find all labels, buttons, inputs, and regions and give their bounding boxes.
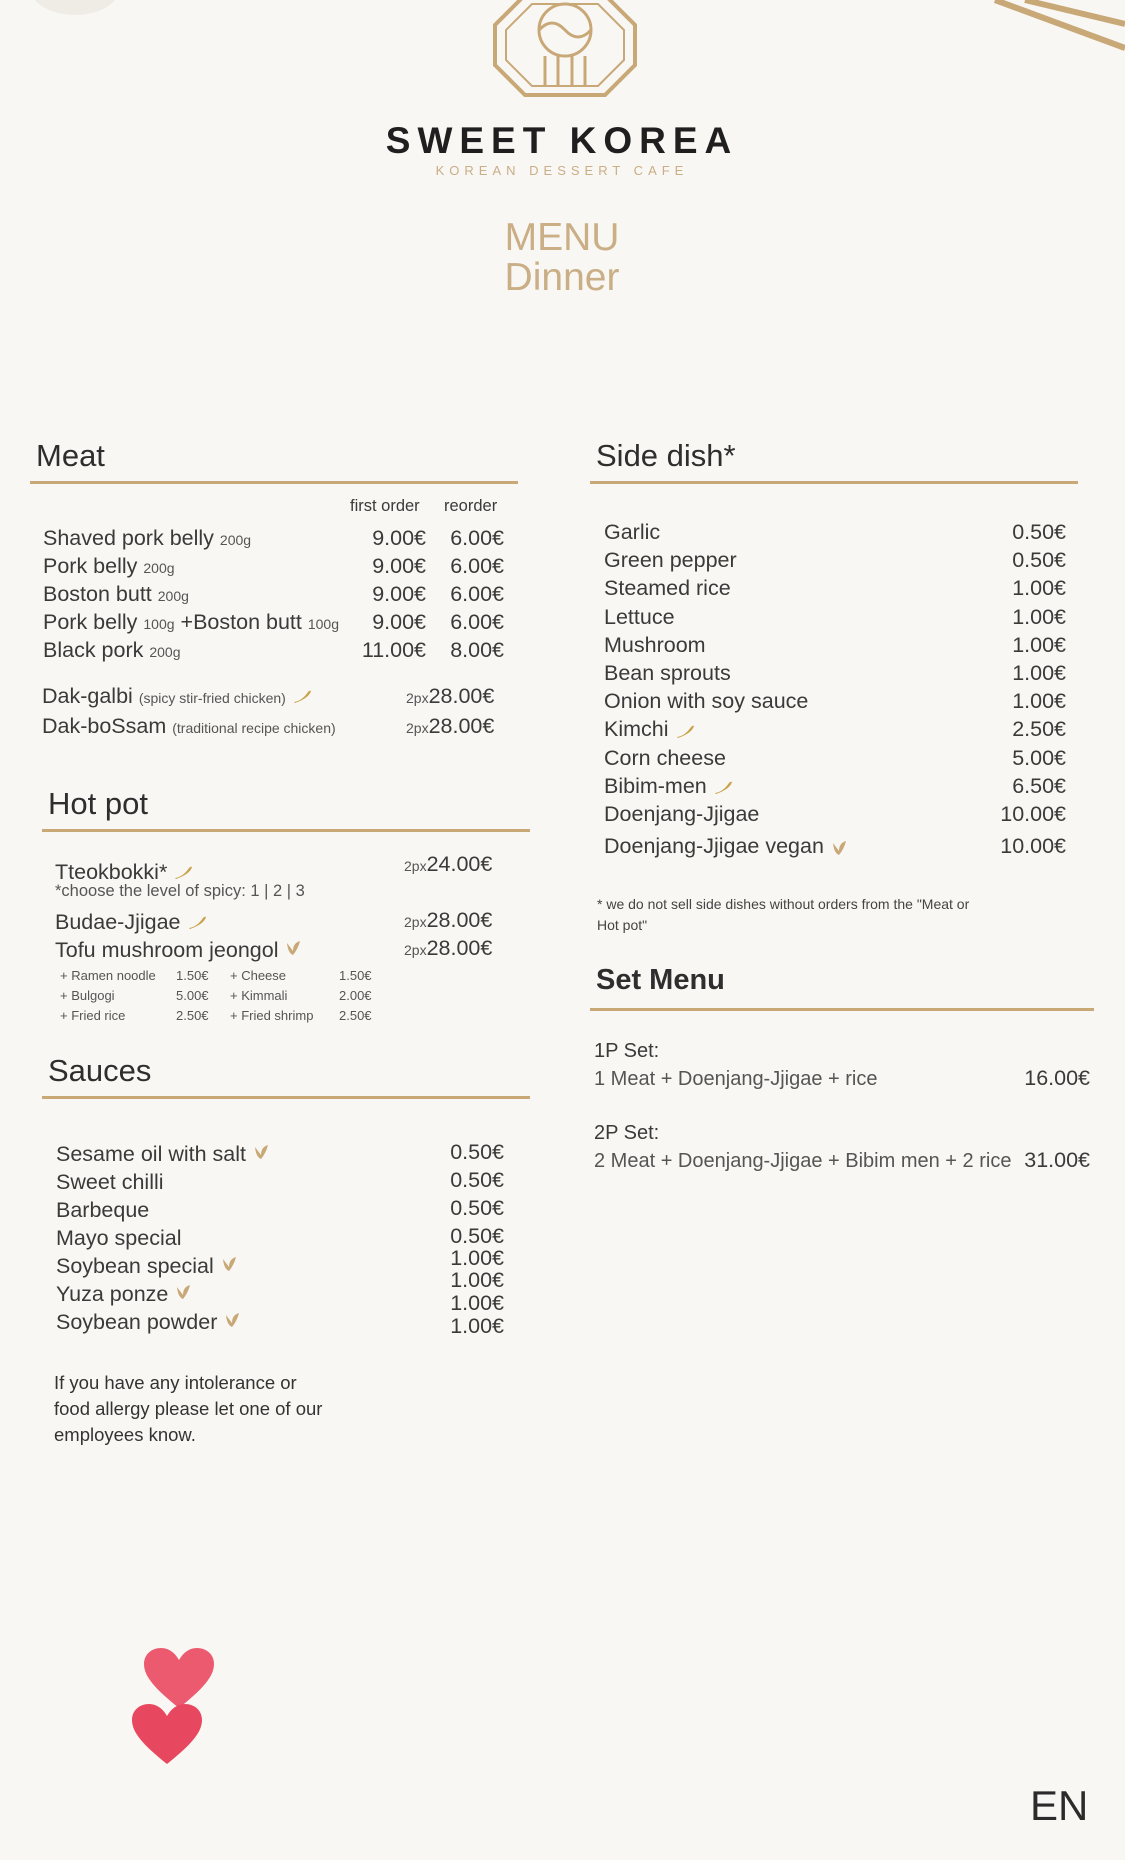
- meat-first-price: 9.00€: [372, 526, 426, 550]
- allergy-note: [54, 1370, 322, 1448]
- hotpot-price: [404, 936, 492, 961]
- extra-price: 2.00€: [339, 988, 372, 1003]
- sauce-item-name: Soybean special: [56, 1254, 214, 1278]
- meat-first-price: 9.00€: [372, 554, 426, 578]
- meat-item-weight: 200g: [219, 532, 252, 548]
- sauce-price: 0.50€: [450, 1224, 504, 1248]
- set-menu-section-title: Set Menu: [596, 964, 725, 996]
- side-dish-row: [604, 772, 1066, 800]
- meat-first-price: 11.00€: [361, 638, 426, 662]
- side-dish-note-line: Hot pot": [597, 917, 648, 933]
- side-dish-name: Bibim-men: [604, 773, 707, 798]
- meat-reorder-price: 6.00€: [450, 526, 504, 550]
- serving-qty: 2px: [404, 942, 427, 958]
- side-dish-price: 1.00€: [1012, 604, 1066, 629]
- meat-item-row: [43, 638, 181, 663]
- extra-name: + Ramen noodle: [60, 968, 156, 983]
- side-dish-price: 1.00€: [1012, 689, 1066, 714]
- language-toggle[interactable]: EN: [1030, 1782, 1089, 1829]
- sauce-price: 1.00€: [450, 1291, 504, 1315]
- side-dish-row: [604, 659, 1066, 687]
- set-label: 1P Set:: [594, 1040, 660, 1062]
- side-dish-note: [597, 894, 969, 936]
- allergy-note-line: If you have any intolerance or: [54, 1372, 297, 1393]
- side-dish-price: 2.50€: [1012, 717, 1066, 742]
- meat-divider: [30, 481, 518, 484]
- sauce-price: 1.00€: [450, 1246, 504, 1270]
- chili-icon: [292, 689, 312, 703]
- leaf-icon: [284, 939, 302, 957]
- hotpot-divider: [42, 829, 530, 832]
- price: 28.00€: [428, 714, 495, 738]
- leaf-icon: [223, 1311, 241, 1329]
- sauce-item-name: Sesame oil with salt: [56, 1142, 246, 1166]
- side-dish-price: 0.50€: [1012, 548, 1066, 573]
- allergy-note-line: employees know.: [54, 1424, 196, 1445]
- side-dish-row: [604, 546, 1066, 574]
- sauce-item-name: Sweet chilli: [56, 1170, 164, 1194]
- sauce-item-row: [56, 1198, 149, 1223]
- meat-section-title: Meat: [36, 438, 105, 473]
- meat-reorder-price: 6.00€: [450, 610, 504, 634]
- meat-special-price: [406, 714, 494, 739]
- hotpot-price: [404, 852, 492, 877]
- price: 28.00€: [426, 908, 493, 932]
- meat-item-name: Black pork: [43, 638, 144, 662]
- price: 28.00€: [428, 684, 495, 708]
- hotpot-item-row: [55, 910, 207, 935]
- hotpot-item-name: Budae-Jjigae: [55, 910, 181, 934]
- set-price: 16.00€: [1024, 1066, 1090, 1090]
- hotpot-item-name: Tofu mushroom jeongol: [55, 938, 279, 962]
- meat-item-name: Shaved pork belly: [43, 526, 214, 550]
- extra-price: 5.00€: [176, 988, 209, 1003]
- side-dish-section-title: Side dish*: [596, 438, 736, 473]
- serving-qty: 2px: [406, 720, 429, 736]
- menu-title: MENU: [504, 216, 620, 259]
- serving-qty: 2px: [404, 858, 427, 874]
- meat-special-row: [42, 684, 312, 709]
- meat-item-row: [43, 526, 251, 551]
- sauce-item-row: [56, 1282, 192, 1307]
- meat-special-price: [406, 684, 494, 709]
- sauce-item-row: [56, 1142, 270, 1167]
- side-dish-name: Doenjang-Jjigae: [604, 802, 760, 827]
- meat-item-name: Pork belly: [43, 554, 138, 578]
- meat-first-price: 9.00€: [372, 582, 426, 606]
- sauce-price: 1.00€: [450, 1314, 504, 1338]
- hotpot-price: [404, 908, 492, 933]
- meat-reorder-price: 8.00€: [450, 638, 504, 662]
- side-dish-name: Onion with soy sauce: [604, 689, 809, 714]
- spicy-level-note: *choose the level of spicy: 1 | 2 | 3: [55, 882, 305, 900]
- set-price: 31.00€: [1024, 1148, 1090, 1172]
- meat-special-note: (spicy stir-fried chicken): [138, 690, 286, 706]
- chili-icon: [173, 865, 193, 879]
- side-dish-name: Doenjang-Jjigae vegan: [604, 834, 824, 859]
- chili-icon: [713, 780, 733, 794]
- meat-item-weight: 200g: [143, 560, 175, 576]
- hotpot-item-row: [55, 938, 302, 963]
- side-dish-name: Lettuce: [604, 604, 675, 629]
- side-dish-price: 1.00€: [1012, 632, 1066, 657]
- meat-item-name-extra: +Boston butt: [180, 610, 302, 634]
- side-dish-name: Green pepper: [604, 548, 737, 573]
- allergy-note-line: food allergy please let one of our: [54, 1398, 323, 1419]
- side-dish-price: 5.00€: [1012, 745, 1066, 770]
- side-dish-price: 1.00€: [1012, 661, 1066, 686]
- serving-qty: 2px: [404, 914, 427, 930]
- sauce-item-row: [56, 1226, 181, 1251]
- side-dish-price: 6.50€: [1012, 773, 1066, 798]
- side-dish-name: Kimchi: [604, 717, 669, 742]
- side-dish-row: [604, 832, 1066, 860]
- corner-badge: [30, 0, 120, 15]
- brand-name: SWEET KOREA: [385, 120, 739, 161]
- side-dish-row: [604, 574, 1066, 602]
- menu-subtitle: Dinner: [504, 256, 620, 299]
- meat-reorder-price: 6.00€: [450, 582, 504, 606]
- meat-special-row: [42, 714, 336, 739]
- set-desc: 2 Meat + Doenjang-Jjigae + Bibim men + 2 rice: [594, 1150, 1012, 1172]
- heart-icon[interactable]: [132, 1704, 202, 1766]
- set-desc: 1 Meat + Doenjang-Jjigae + rice: [594, 1068, 878, 1090]
- logo-emblem: [490, 0, 640, 110]
- sauce-price: 0.50€: [450, 1196, 504, 1220]
- meat-item-row: [43, 610, 339, 635]
- hotpot-section-title: Hot pot: [48, 786, 148, 821]
- meat-first-price: 9.00€: [372, 610, 426, 634]
- meat-item-weight-extra: 100g: [307, 616, 339, 632]
- extra-name: + Fried rice: [60, 1008, 126, 1023]
- side-dish-name: Bean sprouts: [604, 661, 731, 686]
- sauce-item-row: [56, 1254, 238, 1279]
- meat-special-note: (traditional recipe chicken): [172, 720, 336, 736]
- serving-qty: 2px: [406, 690, 429, 706]
- sauce-item-row: [56, 1170, 164, 1195]
- extra-price: 2.50€: [339, 1008, 372, 1023]
- side-dish-name: Garlic: [604, 520, 661, 544]
- price: 28.00€: [426, 936, 493, 960]
- side-dish-price: 10.00€: [1000, 802, 1066, 827]
- side-dish-row: [604, 800, 1066, 828]
- side-dish-note-line: * we do not sell side dishes without orders from the "Meat or: [597, 896, 970, 912]
- chili-icon: [675, 724, 695, 738]
- side-dish-row: [604, 715, 1066, 743]
- side-dish-row: [604, 603, 1066, 631]
- side-dish-price: 10.00€: [1000, 834, 1066, 859]
- sauce-price: 1.00€: [450, 1268, 504, 1292]
- brand-tagline: KOREAN DESSERT CAFE: [435, 163, 689, 178]
- extra-name: + Bulgogi: [60, 988, 115, 1003]
- set-label: 2P Set:: [594, 1122, 660, 1144]
- meat-item-weight: 200g: [157, 588, 189, 604]
- col-header-first-order: first order: [350, 497, 420, 515]
- side-dish-row: [604, 518, 1066, 546]
- extra-price: 2.50€: [176, 1008, 209, 1023]
- meat-item-row: [43, 582, 189, 607]
- set-menu-divider: [590, 1008, 1094, 1011]
- leaf-icon: [830, 839, 848, 857]
- meat-item-weight: 100g: [143, 616, 175, 632]
- meat-special-name: Dak-boSsam: [42, 714, 167, 738]
- sauces-section-title: Sauces: [48, 1053, 152, 1088]
- chili-icon: [187, 915, 207, 929]
- side-dish-divider: [590, 481, 1078, 484]
- meat-item-name: Pork belly: [43, 610, 138, 634]
- meat-item-weight: 200g: [149, 644, 181, 660]
- col-header-reorder: reorder: [444, 497, 498, 515]
- leaf-icon: [252, 1143, 270, 1161]
- sauce-price: 0.50€: [450, 1140, 504, 1164]
- sauce-item-row: [56, 1310, 241, 1335]
- meat-item-name: Boston butt: [43, 582, 152, 606]
- extra-price: 1.50€: [176, 968, 209, 983]
- side-dish-price: 1.00€: [1012, 576, 1066, 601]
- sauce-item-name: Soybean powder: [56, 1310, 218, 1334]
- sauce-item-name: Mayo special: [56, 1226, 182, 1250]
- side-dish-name: Steamed rice: [604, 576, 731, 601]
- sauce-price: 0.50€: [450, 1168, 504, 1192]
- extra-name: + Kimmali: [230, 988, 288, 1003]
- leaf-icon: [220, 1255, 238, 1273]
- extra-name: + Cheese: [230, 968, 287, 983]
- side-dish-name: Mushroom: [604, 632, 706, 657]
- side-dish-price: 0.50€: [1012, 520, 1066, 544]
- extra-price: 1.50€: [339, 968, 372, 983]
- meat-item-row: [43, 554, 175, 579]
- side-dish-row: [604, 631, 1066, 659]
- meat-reorder-price: 6.00€: [450, 554, 504, 578]
- side-dish-name: Corn cheese: [604, 745, 726, 770]
- sauces-divider: [42, 1096, 530, 1099]
- side-dish-row: [604, 744, 1066, 772]
- meat-special-name: Dak-galbi: [42, 684, 133, 708]
- side-dish-row: [604, 687, 1066, 715]
- sauce-item-name: Barbeque: [56, 1198, 150, 1222]
- price: 24.00€: [426, 852, 493, 876]
- extra-name: + Fried shrimp: [230, 1008, 314, 1023]
- leaf-icon: [174, 1283, 192, 1301]
- corner-lines-decoration: [985, 0, 1125, 60]
- heart-icon[interactable]: [144, 1648, 214, 1710]
- side-dish-list: [604, 518, 1066, 860]
- sauce-item-name: Yuza ponze: [56, 1282, 169, 1306]
- hotpot-item-name: Tteokbokki*: [55, 860, 168, 884]
